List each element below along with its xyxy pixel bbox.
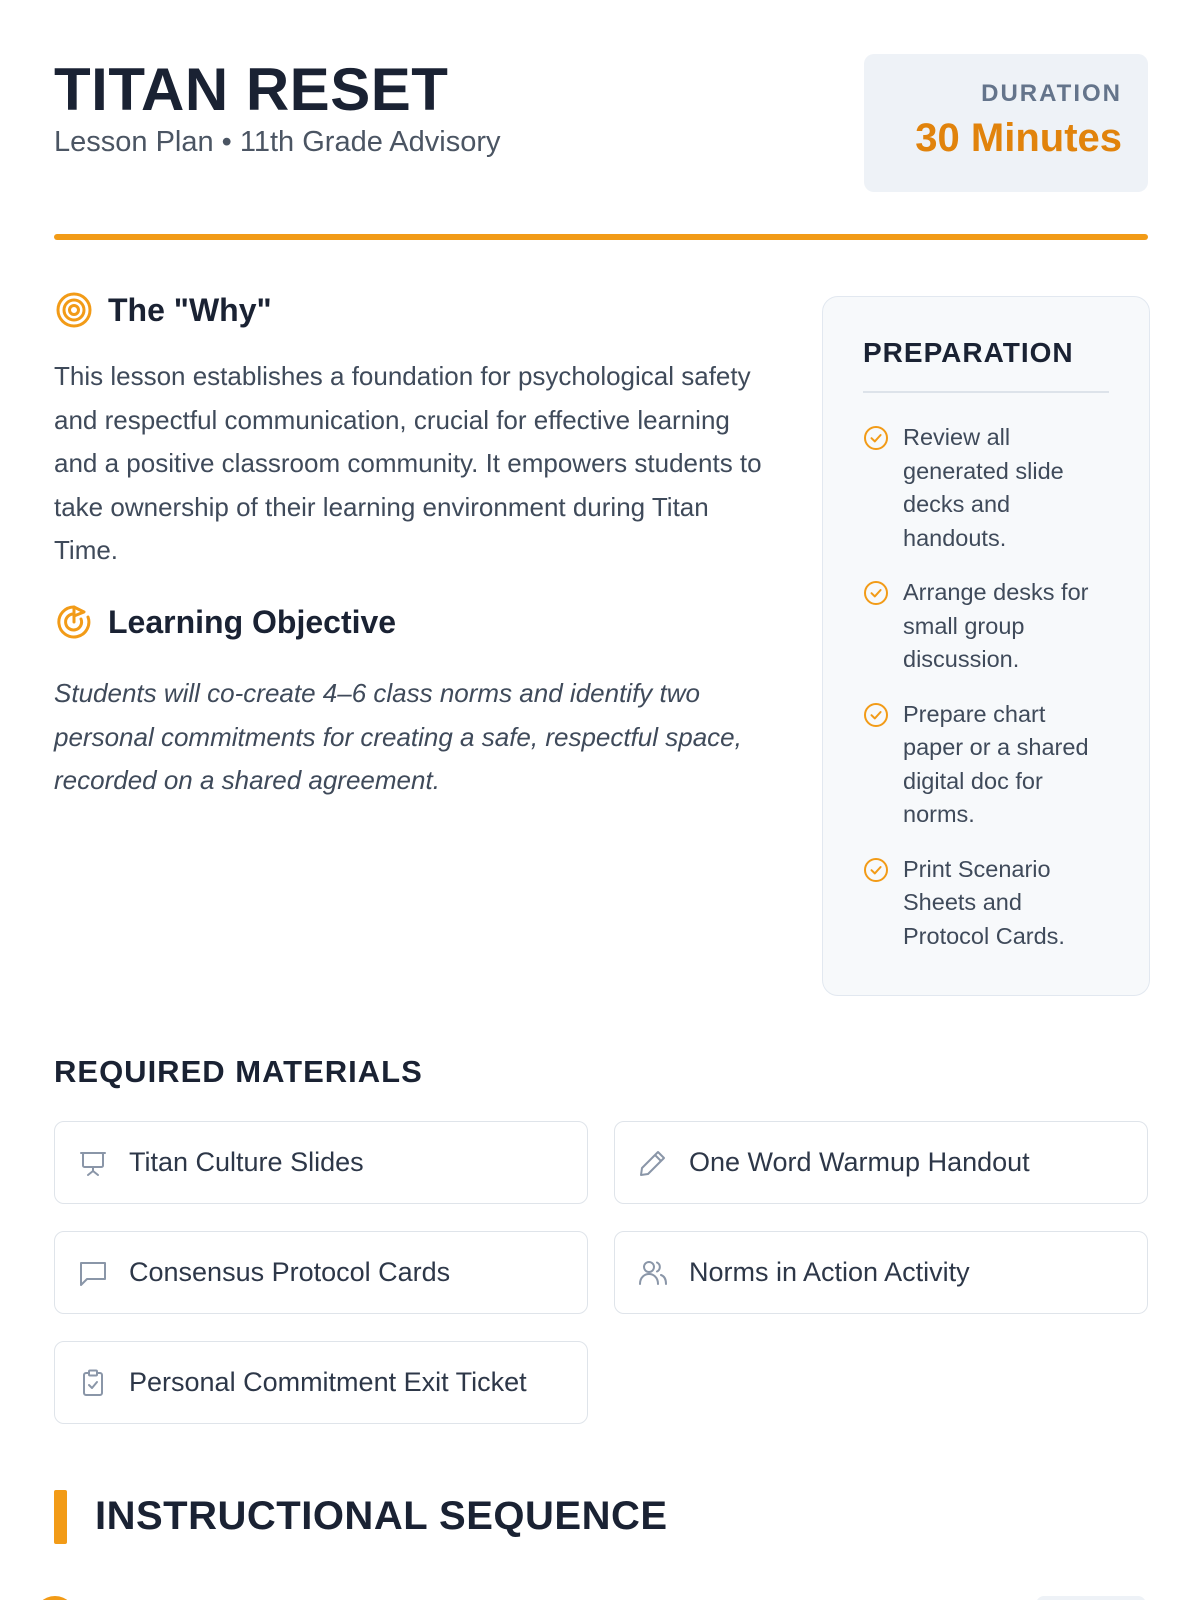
clipboard-check-icon: [77, 1367, 109, 1399]
check-circle-icon: [863, 702, 889, 728]
preparation-item-text: Review all generated slide decks and handouts.: [903, 424, 1064, 551]
material-card-consensus-protocol[interactable]: [54, 1231, 588, 1314]
preparation-item-text: Arrange desks for small group discussion.: [903, 579, 1089, 672]
duration-card: [864, 54, 1148, 192]
why-heading-text: The "Why": [108, 291, 272, 328]
duration-value: 30 Minutes: [915, 116, 1122, 160]
check-circle-icon: [863, 857, 889, 883]
duration-label: DURATION: [981, 80, 1122, 107]
preparation-divider: [863, 391, 1109, 393]
material-card-norms-in-action[interactable]: [614, 1231, 1148, 1314]
sequence-accent-bar: [54, 1490, 67, 1544]
check-circle-icon: [863, 425, 889, 451]
why-paragraph: This lesson establishes a foundation for psychological safety and respectful communication, crucial for effective learning and a positive classroom community. It empowers students to take ownership of their learning environment during Titan Time.: [54, 361, 762, 565]
pencil-icon: [637, 1147, 669, 1179]
preparation-item-text: Prepare chart paper or a shared digital doc for norms.: [903, 700, 1089, 827]
material-label: Consensus Protocol Cards: [129, 1257, 451, 1287]
objective-heading-text: Learning Objective: [108, 603, 397, 640]
material-card-titan-culture-slides[interactable]: [54, 1121, 588, 1204]
sequence-step-marker: [34, 1596, 76, 1600]
lesson-header: [54, 52, 1148, 202]
presentation-icon: [77, 1147, 109, 1179]
message-square-icon: [77, 1257, 109, 1289]
target-icon: [54, 290, 94, 330]
material-label: Norms in Action Activity: [689, 1257, 970, 1287]
page-title: TITAN RESET: [54, 56, 449, 123]
preparation-item: [863, 853, 1109, 954]
sequence-title: INSTRUCTIONAL SEQUENCE: [95, 1494, 668, 1538]
material-card-one-word-warmup[interactable]: [614, 1121, 1148, 1204]
check-circle-icon: [863, 580, 889, 606]
users-icon: [637, 1257, 669, 1289]
preparation-title: PREPARATION: [863, 337, 1074, 368]
why-heading: [54, 290, 272, 330]
objective-paragraph: Students will co-create 4–6 class norms and identify two personal commitments for creating a safe, respectful space, recorded on a shared agreement.: [54, 678, 742, 795]
material-label: Personal Commitment Exit Ticket: [129, 1367, 527, 1397]
sequence-step-badge: [1036, 1596, 1146, 1600]
material-card-exit-ticket[interactable]: [54, 1341, 588, 1424]
preparation-card: [822, 296, 1150, 996]
materials-title: REQUIRED MATERIALS: [54, 1054, 423, 1089]
header-divider: [54, 234, 1148, 240]
preparation-item: [863, 698, 1109, 832]
material-label: One Word Warmup Handout: [689, 1147, 1030, 1177]
material-label: Titan Culture Slides: [129, 1147, 364, 1177]
preparation-item: [863, 421, 1109, 555]
preparation-item: [863, 576, 1109, 677]
preparation-list: [863, 421, 1109, 953]
page-subtitle: Lesson Plan • 11th Grade Advisory: [54, 126, 501, 158]
objective-heading: [54, 602, 396, 642]
preparation-item-text: Print Scenario Sheets and Protocol Cards.: [903, 855, 1065, 949]
goal-arrow-icon: [54, 602, 94, 642]
